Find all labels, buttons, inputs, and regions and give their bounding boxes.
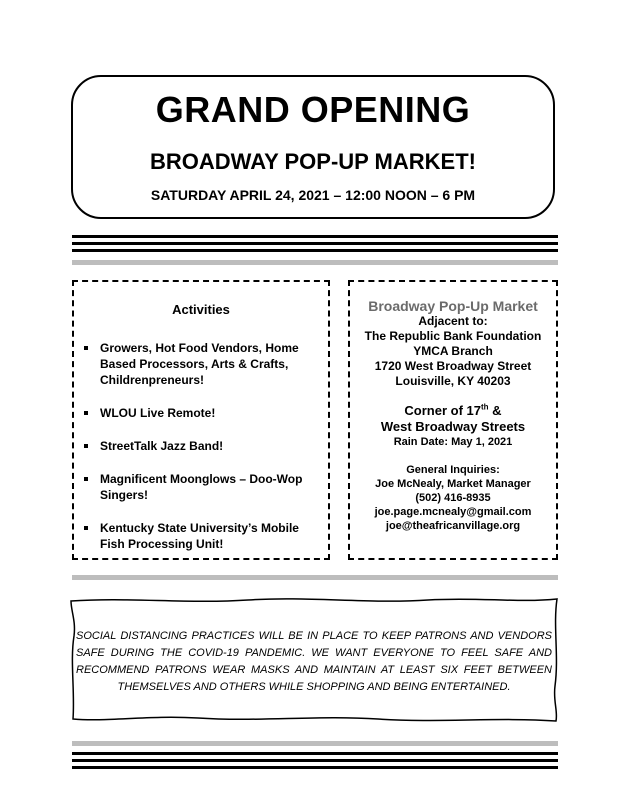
header-banner [71, 75, 555, 219]
divider-line [72, 741, 558, 746]
list-item: Magnificent Moonglows – Doo-Wop Singers! [82, 471, 320, 503]
contact-email: joe@theafricanvillage.org [385, 520, 521, 532]
corner-line-1 [350, 403, 556, 419]
rain-date: Rain Date: May 1, 2021 [393, 436, 513, 448]
contact-name: Joe McNealy, Market Manager [375, 478, 531, 490]
page-title: GRAND OPENING [155, 89, 471, 130]
divider-line [72, 235, 558, 238]
corner-text: Corner of 17 [404, 403, 481, 418]
list-item: StreetTalk Jazz Band! [82, 438, 320, 454]
corner-line-2: West Broadway Streets [380, 419, 526, 434]
divider-line [72, 249, 558, 252]
corner-sup: th [481, 402, 489, 412]
divider-line [72, 766, 558, 769]
org-name: The Republic Bank Foundation [364, 329, 542, 343]
city-address: Louisville, KY 40203 [395, 374, 511, 388]
market-info-box [348, 280, 558, 560]
safety-notice [68, 596, 560, 724]
org-branch: YMCA Branch [413, 344, 493, 358]
street-address: 1720 West Broadway Street [374, 359, 532, 373]
market-name: BROADWAY POP-UP MARKET! [150, 149, 476, 174]
divider-line [72, 575, 558, 580]
list-item: WLOU Live Remote! [82, 405, 320, 421]
divider-line [72, 759, 558, 762]
divider-line [72, 752, 558, 755]
divider-line [72, 242, 558, 245]
activities-box [72, 280, 330, 560]
info-title: Broadway Pop-Up Market [368, 298, 538, 314]
event-date: SATURDAY APRIL 24, 2021 – 12:00 NOON – 6 PM [150, 187, 476, 203]
activities-title: Activities [172, 302, 230, 317]
divider-line [72, 260, 558, 265]
inquiries-label: General Inquiries: [406, 464, 500, 476]
adjacent-label: Adjacent to: [418, 314, 488, 328]
list-item: Growers, Hot Food Vendors, Home Based Processors, Arts & Crafts, Childrenpreneurs! [82, 340, 320, 388]
contact-phone: (502) 416-8935 [415, 492, 491, 504]
contact-email: joe.page.mcnealy@gmail.com [374, 506, 532, 518]
activities-list [82, 340, 320, 569]
notice-text: SOCIAL DISTANCING PRACTICES WILL BE IN PLACE TO KEEP PATRONS AND VENDORS SAFE DURING THE COVID-19 PANDEMIC. WE WANT EVERYONE TO FEEL SAFE AND RECOMMEND PATRONS WEAR MASKS AND MAINTAIN AT LEAST SIX FEET BETWEEN THEMSELVES AND OTHERS WHILE SHOPPING AND BEING ENTERTAINED. [76, 630, 552, 693]
corner-amp: & [488, 403, 502, 418]
list-item: Kentucky State University’s Mobile Fish Processing Unit! [82, 520, 320, 552]
